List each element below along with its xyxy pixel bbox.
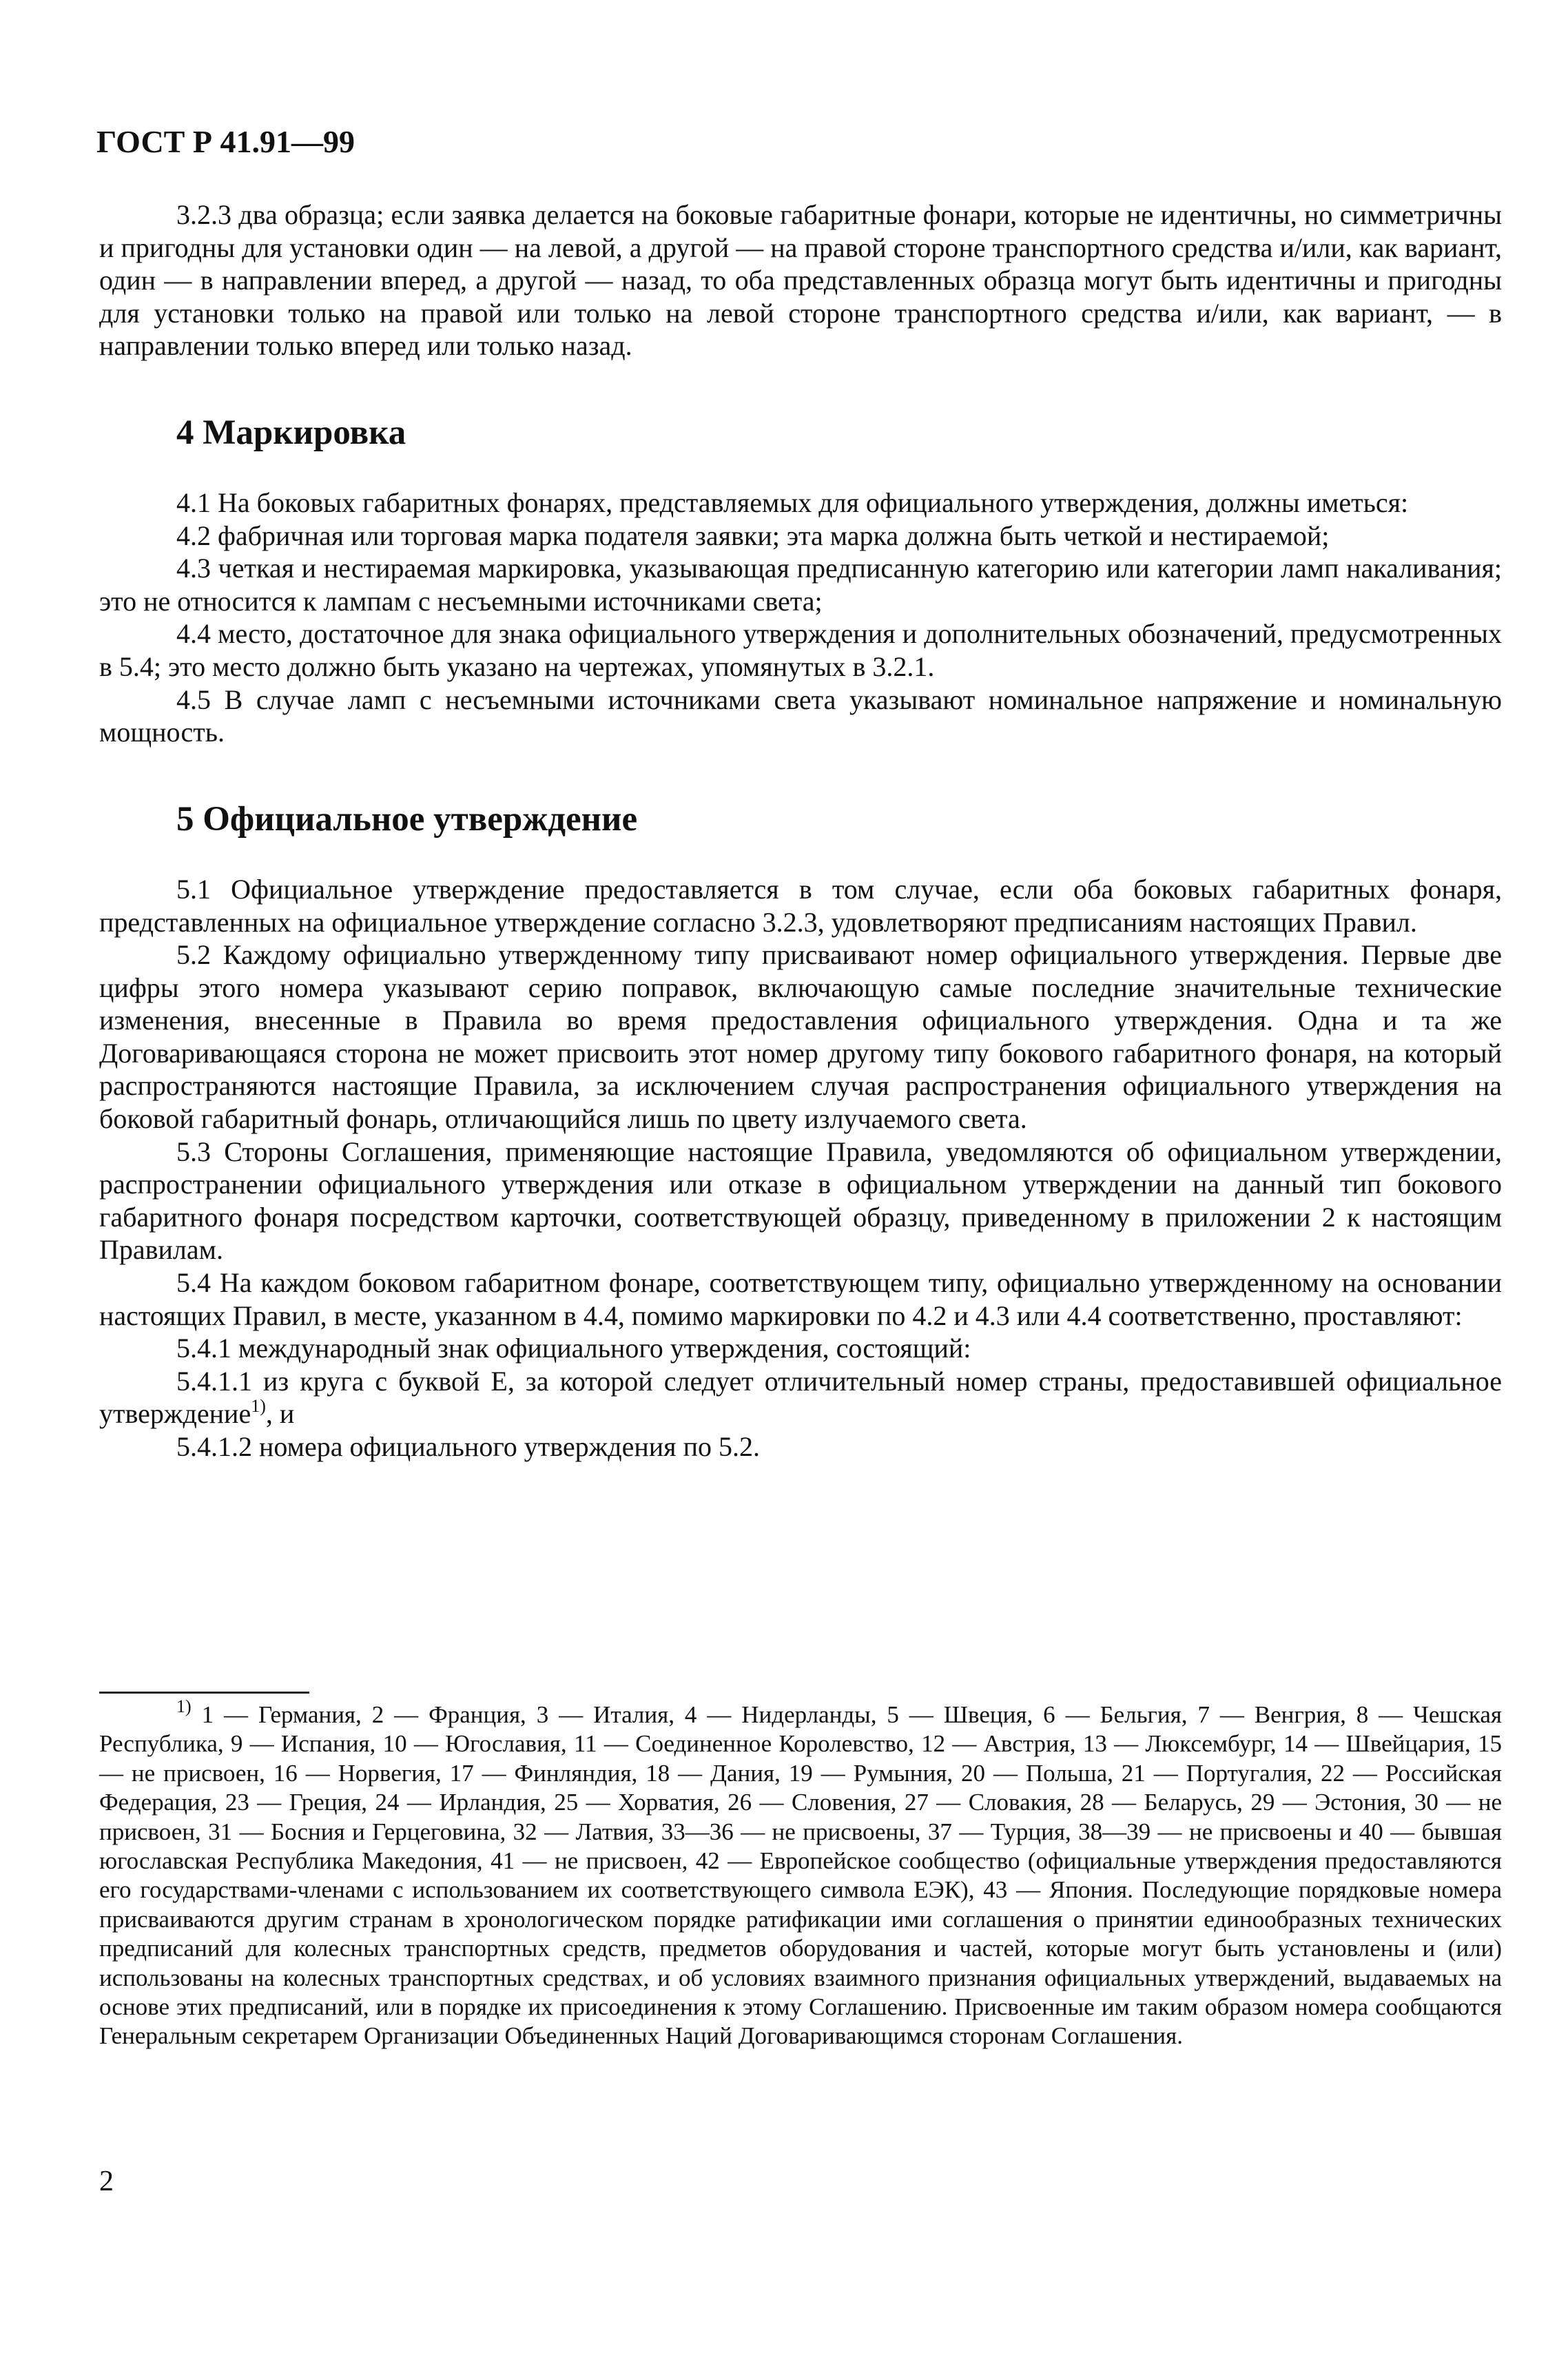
clause-4-4: 4.4 место, достаточное для знака официального утверждения и дополнительных обозначений, предусмотренных в 5.4; это место должно быть указано на чертежах, упомянутых в 3.2.1. [99, 618, 1502, 683]
clause-4-3: 4.3 четкая и нестираемая маркировка, указывающая предписанную категорию или категории ламп накаливания; это не относится к лампам с несъемными источниками света; [99, 553, 1502, 617]
page-number: 2 [99, 2166, 114, 2197]
document-designation: ГОСТ Р 41.91—99 [96, 124, 355, 159]
clause-5-4-1: 5.4.1 международный знак официального утверждения, состоящий: [176, 1333, 971, 1364]
section-5-heading: 5 Официальное утверждение [176, 799, 638, 839]
footnote-1 [99, 1696, 1502, 2051]
clause-3-2-3: 3.2.3 два образца; если заявка делается на боковые габаритные фонари, которые не идентичны, но симметричны и пригодны для установки один — на левой, а другой — на правой стороне транспортного средства и/или, как вариант, один — в направлении вперед, а другой — назад, то оба представленных образца могут быть идентичны и пригодны для установки только на правой или только на левой стороне транспортного средства и/или, как вариант, — в направлении только вперед или только назад. [99, 199, 1502, 362]
clause-5-4-1-1-tail: , и [265, 1398, 295, 1430]
footnote-reference: 1) [251, 1396, 266, 1417]
clause-4-2: 4.2 фабричная или торговая марка подателя заявки; эта марка должна быть четкой и нестираемой; [176, 520, 1330, 551]
clause-5-4-1-1 [99, 1365, 1502, 1430]
clause-4-5: 4.5 В случае ламп с несъемными источниками света указывают номинальное напряжение и номинальную мощность. [99, 684, 1502, 748]
footnote-marker: 1) [176, 1696, 192, 1717]
footnote-separator [99, 1692, 309, 1694]
page-body [99, 198, 1502, 1463]
clause-5-2: 5.2 Каждому официально утвержденному типу присваивают номер официального утверждения. Первые две цифры этого номера указывают серию поправок, включающую самые последние значительные технические изменения, внесенные в Правила во время предоставления официального утверждения. Одна и та же Договаривающаяся сторона не может присвоить этот номер другому типу бокового габаритного фонаря, на который распространяются настоящие Правила, за исключением случая распространения официального утверждения на боковой габаритный фонарь, отличающийся лишь по цвету излучаемого света. [99, 939, 1502, 1135]
clause-5-3: 5.3 Стороны Соглашения, применяющие настоящие Правила, уведомляются об официальном утверждении, распространении официального утверждения или отказе в официальном утверждении на данный тип бокового габаритного фонаря посредством карточки, соответствующей образцу, приведенному в приложении 2 к настоящим Правилам. [99, 1136, 1502, 1266]
clause-5-4-1-2: 5.4.1.2 номера официального утверждения по 5.2. [176, 1431, 760, 1462]
clause-5-4-1-1-text: 5.4.1.1 из круга с буквой Е, за которой следует отличительный номер страны, предоставившей официальное утверждение [99, 1365, 1502, 1430]
clause-5-1: 5.1 Официальное утверждение предоставляется в том случае, если оба боковых габаритных фонаря, представленных на официальное утверждение согласно 3.2.3, удовлетворяют предписаниям настоящих Правил. [99, 873, 1502, 938]
section-4-heading: 4 Маркировка [176, 413, 406, 452]
clause-4-1: 4.1 На боковых габаритных фонарях, представляемых для официального утверждения, должны иметься: [176, 487, 1409, 519]
clause-5-4: 5.4 На каждом боковом габаритном фонаре, соответствующем типу, официально утвержденному на основании настоящих Правил, в месте, указанном в 4.4, помимо маркировки по 4.2 и 4.3 или 4.4 соответственно, проставляют: [99, 1267, 1502, 1331]
footnote-text: 1 — Германия, 2 — Франция, 3 — Италия, 4 — Нидерланды, 5 — Швеция, 6 — Бельгия, 7 — Венгрия, 8 — Чешская Республика, 9 — Испания, 10 — Югославия, 11 — Соединенное Королевство, 12 — Австрия, 13 — Люксембург, 14 — Швейцария, 15 — не присвоен, 16 — Норвегия, 17 — Финляндия, 18 — Дания, 19 — Румыния, 20 — Польша, 21 — Португалия, 22 — Российская Федерация, 23 — Греция, 24 — Ирландия, 25 — Хорватия, 26 — Словения, 27 — Словакия, 28 — Беларусь, 29 — Эстония, 30 — не присвоен, 31 — Босния и Герцеговина, 32 — Латвия, 33—36 — не присвоены, 37 — Турция, 38—39 — не присвоены и 40 — бывшая югославская Республика Македония, 41 — не присвоен, 42 — Европейское сообщество (официальные утверждения предоставляются его государствами-членами с использованием их соответствующего символа ЕЭК), 43 — Япония. Последующие порядковые номера присваиваются другим странам в хронологическом порядке ратификации ими соглашения о принятии единообразных технических предписаний для колесных транспортных средств, предметов оборудования и частей, которые могут быть установлены и (или) использованы на колесных транспортных средствах, и об условиях взаимного признания официальных утверждений, выдаваемых на основе этих предписаний, или в порядке их присоединения к этому Соглашению. Присвоенные им таким образом номера сообщаются Генеральным секретарем Организации Объединенных Наций Договаривающимся сторонам Соглашения. [99, 1701, 1502, 2050]
